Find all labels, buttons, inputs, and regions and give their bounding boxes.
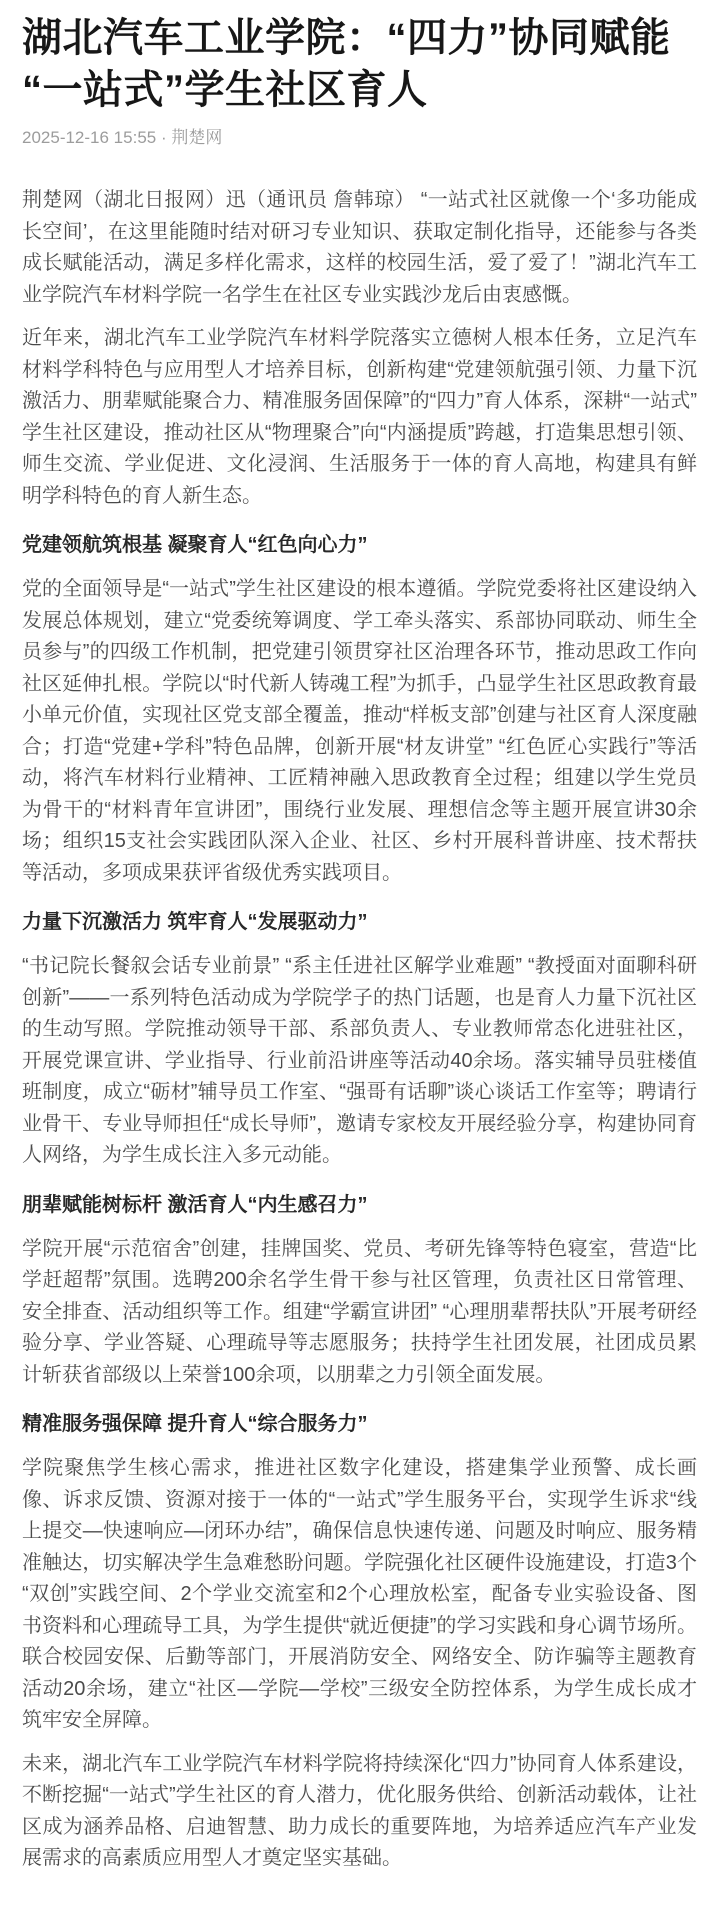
section-heading-precise-service: 精准服务强保障 提升育人“综合服务力” — [22, 1413, 368, 1435]
paragraph-party-building: 党的全面领导是“一站式”学生社区建设的根本遵循。学院党委将社区建设纳入发展总体规划，建立“党委统筹调度、学工牵头落实、系部协同联动、师生全员参与”的四级工作机制，把党建引领贯穿社区治理各环节，推动思政工作向社区延伸扎根。学院以“时代新人铸魂工程”为抓手，凸显学生社区思政教育最小单元价值，实现社区党支部全覆盖，推动“样板支部”创建与社区育人深度融合；打造“党建+学科”特色品牌，创新开展“材友讲堂” “红色匠心实践行”等活动，将汽车材料行业精神、工匠精神融入思政教育全过程；组建以学生党员为骨干的“材料青年宣讲团”，围绕行业发展、理想信念等主题开展宣讲30余场；组织15支社会实践团队深入企业、社区、乡村开展科普讲座、技术帮扶等活动，多项成果获评省级优秀实践项目。 — [22, 578, 697, 884]
section-heading-force-sinking: 力量下沉激活力 筑牢育人“发展驱动力” — [22, 911, 368, 933]
news-article — [22, 12, 697, 1875]
paragraph-outlook: 未来，湖北汽车工业学院汽车材料学院将持续深化“四力”协同育人体系建设，不断挖掘“一站式”学生社区的育人潜力，优化服务供给、创新活动载体，让社区成为涵养品格、启迪智慧、助力成长的重要阵地，为培养适应汽车产业发展需求的高素质应用型人才奠定坚实基础。 — [22, 1752, 697, 1869]
article-meta: 2025-12-16 15:55 · 荆楚网 — [22, 128, 223, 147]
paragraph-overview: 近年来，湖北汽车工业学院汽车材料学院落实立德树人根本任务，立足汽车材料学科特色与应用型人才培养目标，创新构建“党建领航强引领、力量下沉激活力、朋辈赋能聚合力、精准服务固保障”的“四力”育人体系，深耕“一站式”学生社区建设，推动社区从“物理聚合”向“内涵提质”跨越，打造集思想引领、师生交流、学业促进、文化浸润、生活服务于一体的育人高地，构建具有鲜明学科特色的育人新生态。 — [22, 327, 697, 507]
article-body — [22, 185, 697, 1875]
paragraph-force-sinking: “书记院长餐叙会话专业前景” “系主任进社区解学业难题” “教授面对面聊科研创新”——一系列特色活动成为学院学子的热门话题，也是育人力量下沉社区的生动写照。学院推动领导干部、系部负责人、专业教师常态化进驻社区，开展党课宣讲、学业指导、行业前沿讲座等活动40余场。落实辅导员驻楼值班制度，成立“砺材”辅导员工作室、“强哥有话聊”谈心谈话工作室等；聘请行业骨干、专业导师担任“成长导师”，邀请专家校友开展经验分享，构建协同育人网络，为学生成长注入多元动能。 — [22, 955, 697, 1166]
paragraph-precise-service: 学院聚焦学生核心需求，推进社区数字化建设，搭建集学业预警、成长画像、诉求反馈、资源对接于一体的“一站式”学生服务平台，实现学生诉求“线上提交—快速响应—闭环办结”，确保信息快速传递、问题及时响应、服务精准触达，切实解决学生急难愁盼问题。学院强化社区硬件设施建设，打造3个“双创”实践空间、2个学业交流室和2个心理放松室，配备专业实验设备、图书资料和心理疏导工具，为学生提供“就近便捷”的学习实践和身心调节场所。联合校园安保、后勤等部门，开展消防安全、网络安全、防诈骗等主题教育活动20余场，建立“社区—学院—学校”三级安全防控体系，为学生成长成才筑牢安全屏障。 — [22, 1457, 697, 1731]
paragraph-peer-empowerment: 学院开展“示范宿舍”创建，挂牌国奖、党员、考研先锋等特色寝室，营造“比学赶超帮”氛围。选聘200余名学生骨干参与社区管理，负责社区日常管理、安全排查、活动组织等工作。组建“学霸宣讲团” “心理朋辈帮扶队”开展考研经验分享、学业答疑、心理疏导等志愿服务；扶持学生社团发展，社团成员累计斩获省部级以上荣誉100余项，以朋辈之力引领全面发展。 — [22, 1237, 697, 1386]
article-title: 湖北汽车工业学院：“四力”协同赋能“一站式”学生社区育人 — [22, 16, 671, 112]
paragraph-lead: 荆楚网（湖北日报网）迅（通讯员 詹韩琼） “一站式社区就像一个‘多功能成长空间’，在这里能随时结对研习专业知识、获取定制化指导，还能参与各类成长赋能活动，满足多样化需求，这样的校园生活，爱了爱了！”湖北汽车工业学院汽车材料学院一名学生在社区专业实践沙龙后由衷感慨。 — [22, 189, 697, 306]
section-heading-peer-empowerment: 朋辈赋能树标杆 激活育人“内生感召力” — [22, 1193, 368, 1216]
section-heading-party-building: 党建领航筑根基 凝聚育人“红色向心力” — [22, 534, 368, 556]
